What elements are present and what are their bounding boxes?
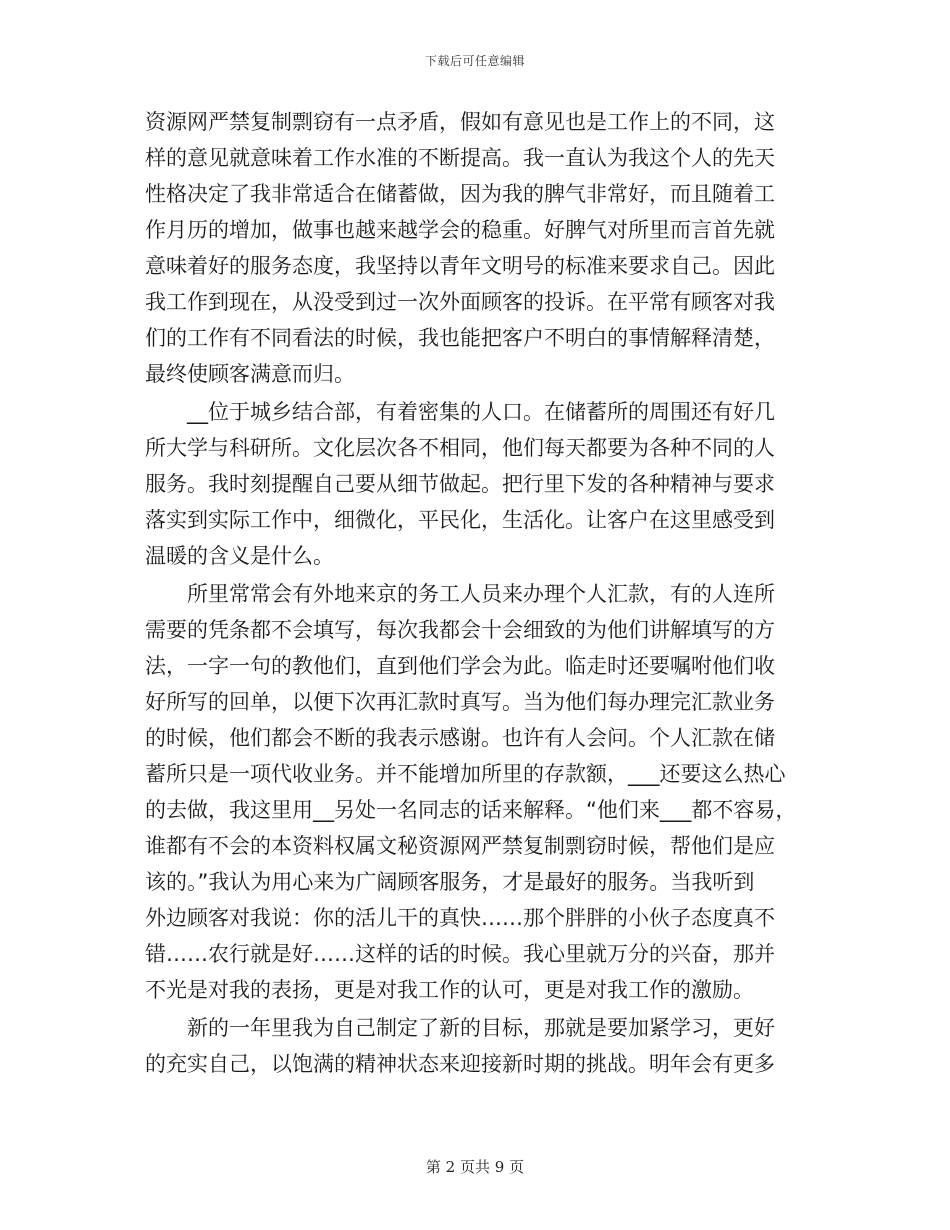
text-line: 蓄所只是一项代收业务。并不能增加所里的存款额，___还要这么热心: [145, 762, 786, 786]
text-line: 外边顾客对我说：你的活儿干的真快……那个胖胖的小伙子态度真不: [145, 906, 775, 930]
text-line: 好所写的回单，以便下次再汇款时真写。当为他们每办理完汇款业务: [145, 690, 775, 714]
text-line: 的时候，他们都会不断的我表示感谢。也许有人会问。个人汇款在储: [145, 726, 775, 750]
text-line: 的充实自己，以饱满的精神状态来迎接新时期的挑战。明年会有更多: [145, 1052, 775, 1076]
text-line: 法，一字一句的教他们，直到他们学会为此。临走时还要嘱咐他们收: [145, 654, 775, 678]
paragraph-3: [145, 576, 805, 1008]
text-line: 所大学与科研所。文化层次各不相同，他们每天都要为各种不同的人: [145, 436, 775, 460]
page-footer: 第 2 页共 9 页: [425, 1158, 525, 1176]
text-line: [145, 1010, 805, 1046]
text-line: 服务。我时刻提醒自己要从细节做起。把行里下发的各种精神与要求: [145, 472, 775, 496]
text-line: [145, 576, 805, 612]
text-line: 最终使顾客满意而归。: [145, 362, 355, 386]
text-line: 们的工作有不同看法的时候，我也能把客户不明白的事情解释清楚，: [145, 326, 775, 350]
text-line: 作月历的增加，做事也越来越学会的稳重。好脾气对所里而言首先就: [145, 218, 775, 242]
text-line-content: __位于城乡结合部，有着密集的人口。在储蓄所的周围还有好几: [187, 400, 775, 424]
text-line: 我工作到现在，从没受到过一次外面顾客的投诉。在平常有顾客对我: [145, 290, 775, 314]
text-line: 意味着好的服务态度，我坚持以青年文明号的标准来要求自己。因此: [145, 254, 775, 278]
page-header: 下载后可任意编辑: [424, 54, 525, 68]
text-line: 错……农行就是好……这样的话的时候。我心里就万分的兴奋，那并: [145, 942, 775, 966]
paragraph-4: [145, 1010, 805, 1082]
document-body: [145, 104, 805, 1084]
text-line-content: 新的一年里我为自己制定了新的目标，那就是要加紧学习，更好: [187, 1016, 775, 1040]
text-line: 样的意见就意味着工作水准的不断提高。我一直认为我这个人的先天: [145, 146, 775, 170]
text-line-content: 所里常常会有外地来京的务工人员来办理个人汇款，有的人连所: [187, 582, 775, 606]
paragraph-2: [145, 394, 805, 574]
text-line: 需要的凭条都不会填写，每次我都会十会细致的为他们讲解填写的方: [145, 618, 775, 642]
text-line: 落实到实际工作中，细微化，平民化，生活化。让客户在这里感受到: [145, 508, 775, 532]
text-line: 该的。”我认为用心来为广阔顾客服务，才是最好的服务。当我听到: [145, 870, 755, 894]
text-line: 温暖的含义是什么。: [145, 544, 334, 568]
text-line: 的去做，我这里用__另处一名同志的话来解释。“他们来___都不容易，: [145, 798, 797, 822]
text-line: 谁都有不会的本资料权属文秘资源网严禁复制剽窃时候，帮他们是应: [145, 834, 775, 858]
text-line: 性格决定了我非常适合在储蓄做，因为我的脾气非常好，而且随着工: [145, 182, 775, 206]
text-line: [145, 394, 805, 430]
paragraph-1: [145, 104, 805, 392]
text-line: 资源网严禁复制剽窃有一点矛盾，假如有意见也是工作上的不同，这: [145, 110, 775, 134]
text-line: 不光是对我的表扬，更是对我工作的认可，更是对我工作的激励。: [145, 978, 754, 1002]
